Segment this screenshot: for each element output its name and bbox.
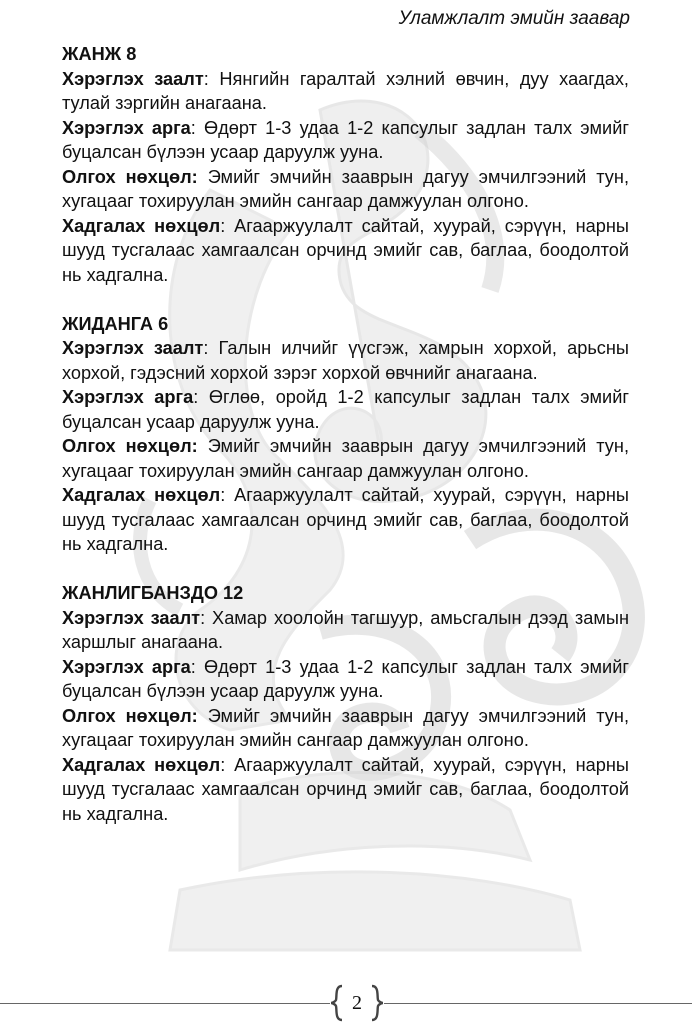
indication-label: Хэрэглэх заалт bbox=[62, 607, 201, 628]
footer-rule-right bbox=[384, 1003, 692, 1004]
usage-label: Хэрэглэх арга bbox=[62, 387, 194, 407]
usage-text: : Өглөө, оройд 1-2 капсулыг задлан талх эмийг буцалсан усаар даруулж ууна. bbox=[62, 387, 629, 432]
acquisition-paragraph bbox=[62, 704, 629, 753]
indication-paragraph bbox=[62, 336, 629, 385]
page-number: 2 bbox=[352, 992, 362, 1014]
storage-text: : Агааржуулалт сайтай, хуурай, сэрүүн, нарны шууд тусгалаас хамгаалсан орчинд эмийг сав, баглаа, боодолтой нь хадгална. bbox=[62, 215, 629, 285]
acquisition-label: Олгох нөхцөл: bbox=[62, 705, 198, 726]
storage-text: : Агааржуулалт сайтай, хуурай, сэрүүн, нарны шууд тусгалаас хамгаалсан орчинд эмийг сав, баглаа, боодолтой нь хадгална. bbox=[62, 754, 629, 824]
usage-paragraph bbox=[62, 655, 629, 704]
indication-text: : Хамар хоолойн тагшуур, амьсгалын дээд замын харшлыг анагаана. bbox=[62, 607, 629, 652]
storage-paragraph bbox=[62, 753, 629, 827]
usage-label: Хэрэглэх арга bbox=[62, 117, 191, 138]
footer-rule-left bbox=[0, 1003, 330, 1004]
acquisition-label: Олгох нөхцөл: bbox=[62, 436, 198, 456]
medicine-section bbox=[62, 42, 629, 287]
medicine-title: ЖАНЛИГБАНЗДО 12 bbox=[62, 583, 244, 603]
indication-text: : Галын илчийг үүсгэж, хамрын хорхой, арьсны хорхой, гэдэсний хорхой зэрэг хорхой өвчнийг анагаана. bbox=[62, 338, 630, 383]
acquisition-text: Эмийг эмчийн зааврын дагуу эмчилгээний тун, хугацааг тохируулан эмийн сангаар дамжуулан олгоно. bbox=[62, 166, 629, 211]
acquisition-label: Олгох нөхцөл: bbox=[62, 166, 198, 187]
indication-paragraph bbox=[62, 606, 629, 655]
acquisition-paragraph bbox=[62, 434, 629, 483]
usage-paragraph bbox=[62, 385, 629, 434]
usage-text: : Өдөрт 1-3 удаа 1-2 капсулыг задлан талх эмийг буцалсан бүлээн усаар даруулж ууна. bbox=[62, 117, 630, 162]
medicine-section bbox=[62, 581, 629, 826]
usage-label: Хэрэглэх арга bbox=[62, 656, 191, 677]
storage-paragraph bbox=[62, 214, 629, 288]
document-body bbox=[62, 42, 629, 851]
usage-text: : Өдөрт 1-3 удаа 1-2 капсулыг задлан талх эмийг буцалсан бүлээн усаар даруулж ууна. bbox=[62, 656, 630, 701]
running-header-title: Уламжлалт эмийн заавар bbox=[398, 8, 630, 29]
acquisition-text: Эмийг эмчийн зааврын дагуу эмчилгээний тун, хугацааг тохируулан эмийн сангаар дамжуулан олгоно. bbox=[62, 436, 629, 481]
storage-label: Хадгалах нөхцөл bbox=[62, 754, 221, 775]
medicine-title: ЖИДАНГА 6 bbox=[62, 313, 169, 334]
storage-text: : Агааржуулалт сайтай, хуурай, сэрүүн, нарны шууд тусгалаас хамгаалсан орчинд эмийг сав, баглаа, боодолтой нь хадгална. bbox=[62, 485, 629, 554]
indication-label: Хэрэглэх заалт bbox=[62, 338, 204, 358]
medicine-section bbox=[62, 312, 629, 557]
acquisition-paragraph bbox=[62, 165, 629, 214]
indication-paragraph bbox=[62, 67, 629, 116]
storage-label: Хадгалах нөхцөл bbox=[62, 485, 221, 505]
indication-label: Хэрэглэх заалт bbox=[62, 68, 204, 89]
indication-text: : Нянгийн гаралтай хэлний өвчин, дуу хаагдах, тулай зэргийн анагаана. bbox=[62, 68, 629, 113]
medicine-title: ЖАНЖ 8 bbox=[62, 44, 137, 64]
acquisition-text: Эмийг эмчийн зааврын дагуу эмчилгээний тун, хугацааг тохируулан эмийн сангаар дамжуулан олгоно. bbox=[62, 705, 629, 750]
storage-paragraph bbox=[62, 483, 629, 557]
storage-label: Хадгалах нөхцөл bbox=[62, 215, 221, 236]
usage-paragraph bbox=[62, 116, 629, 165]
